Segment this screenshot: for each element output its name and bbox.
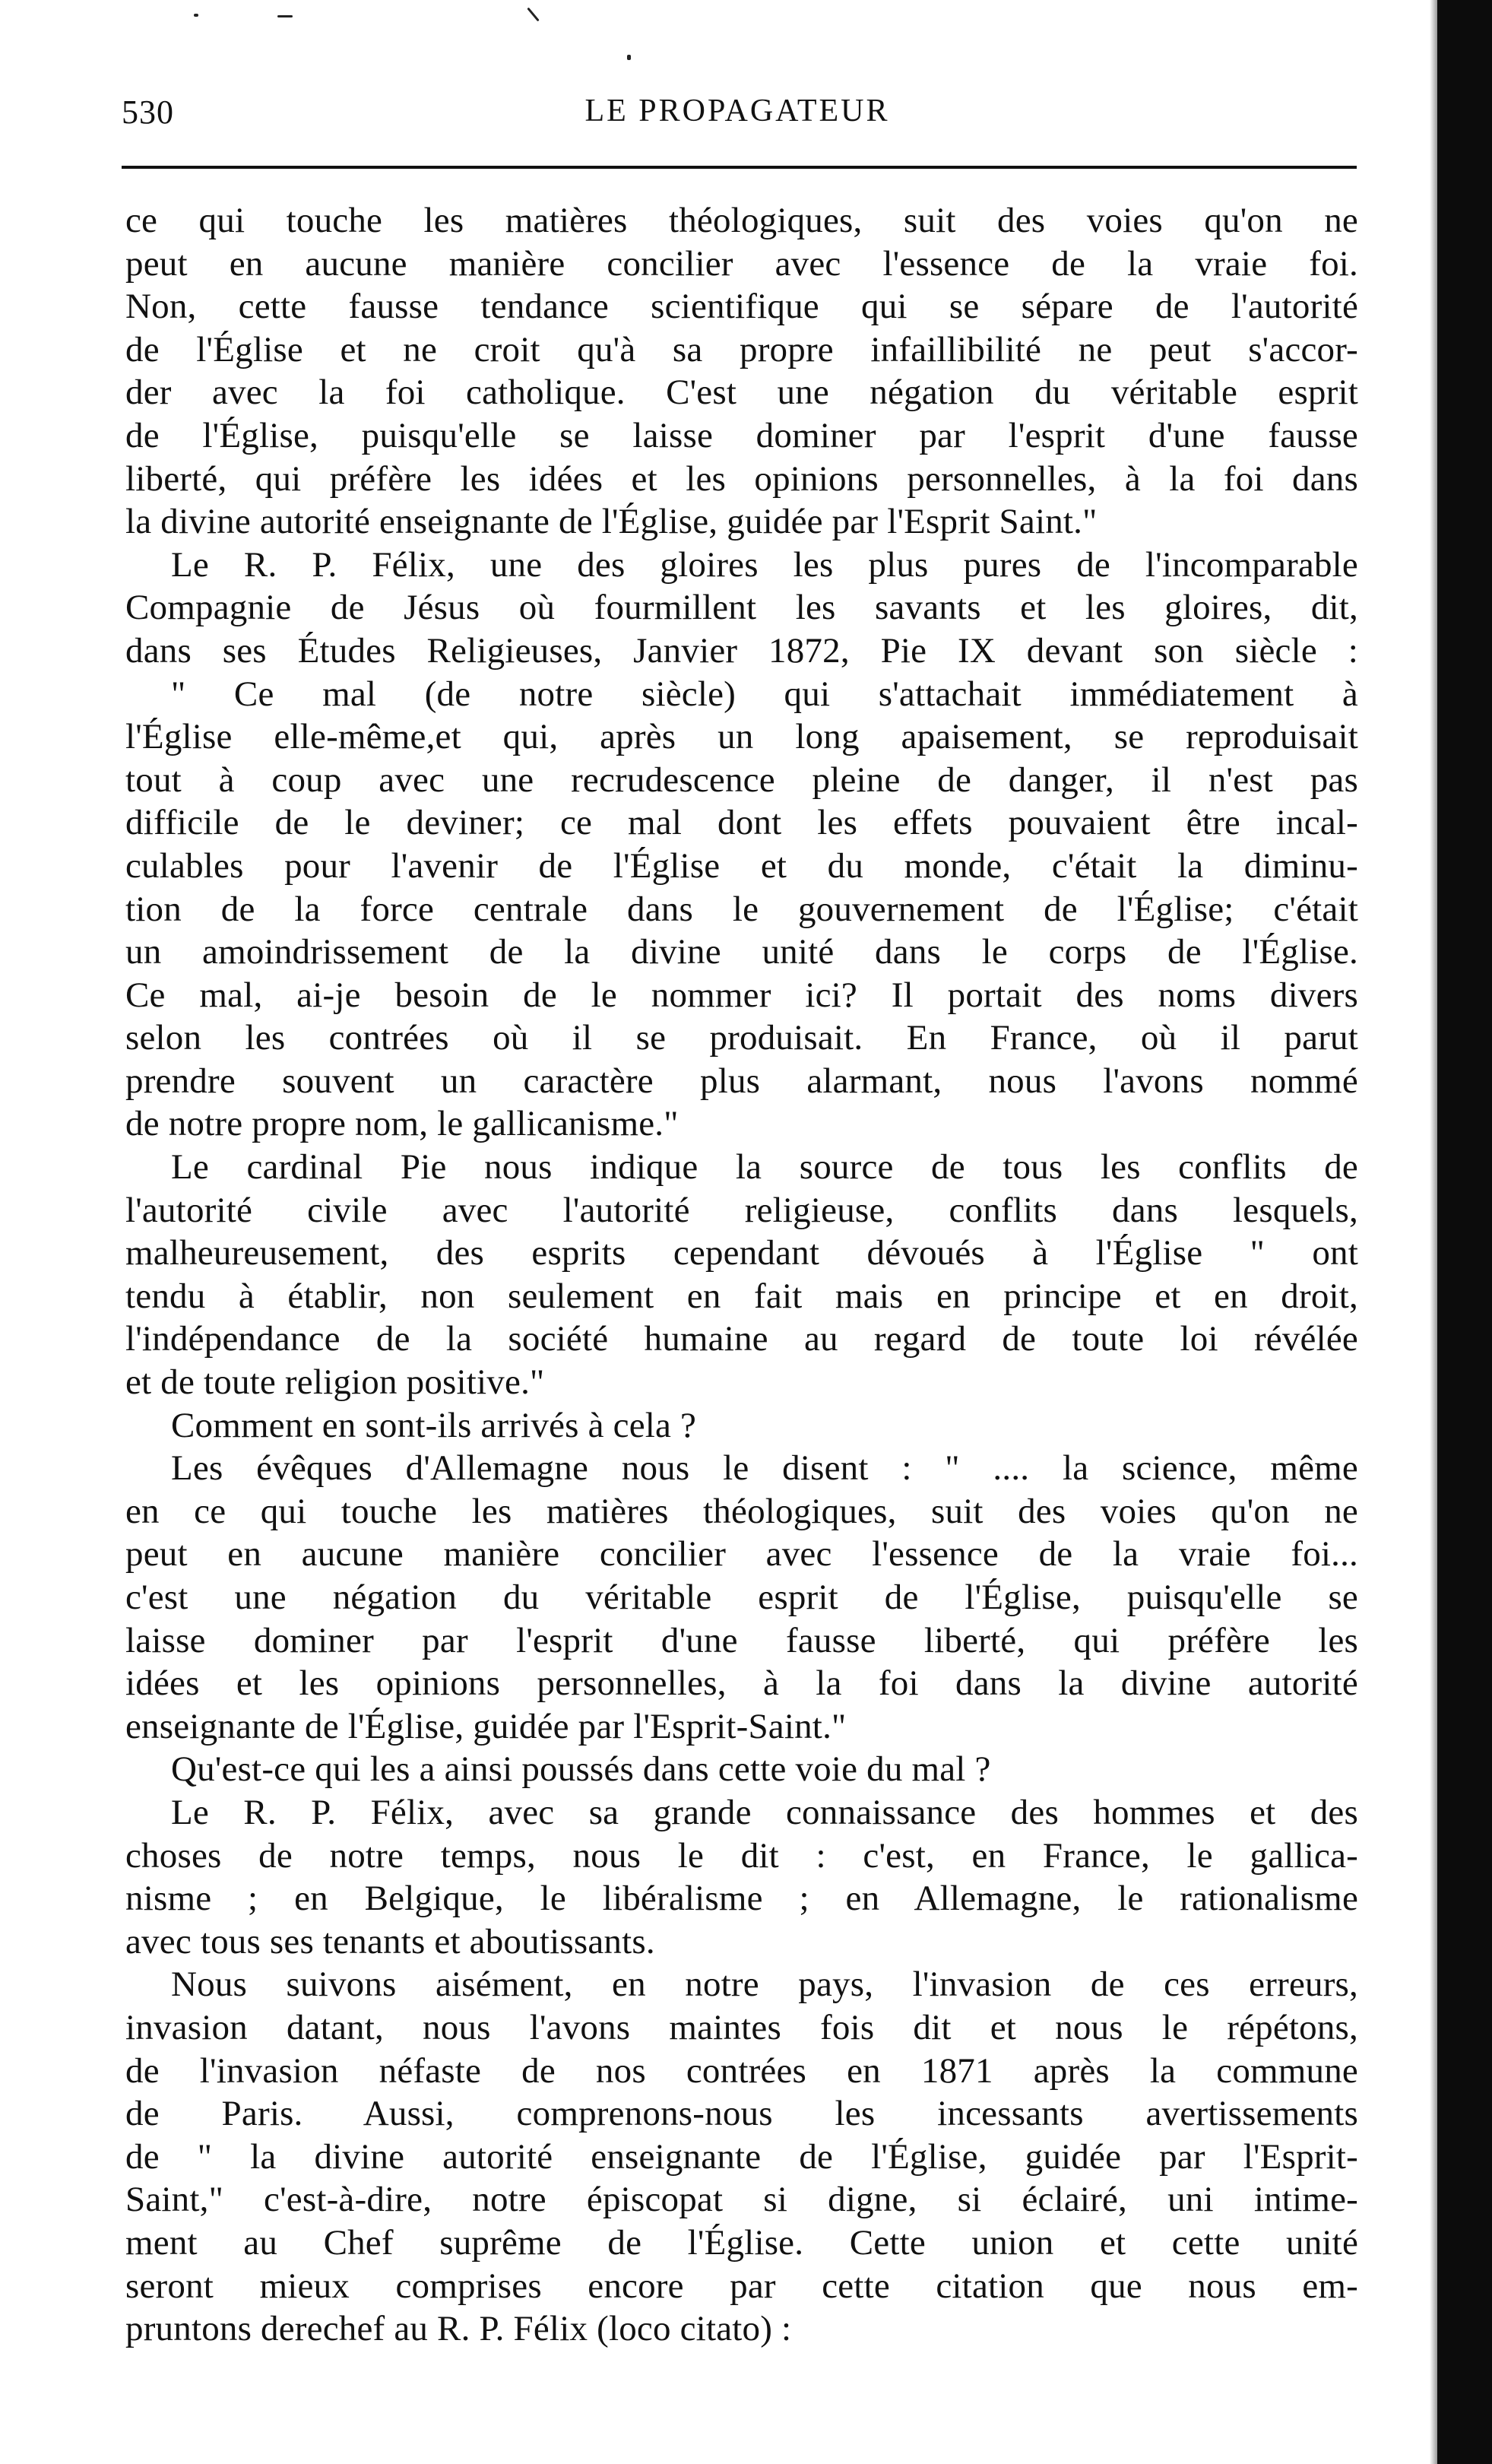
text-line: avec tous ses tenants et aboutissants. — [125, 1921, 655, 1961]
text-line: liberté, qui préfère les idées et les opinions personnelles, à la foi dans — [125, 458, 1358, 499]
text-line: de " la divine autorité enseignante de l'Église, guidée par l'Esprit- — [125, 2136, 1358, 2177]
text-line: der avec la foi catholique. C'est une négation du véritable esprit — [125, 373, 1358, 413]
header-rule — [122, 166, 1357, 169]
body-text — [125, 199, 1358, 2351]
text-line: Le R. P. Félix, une des gloires les plus pures de l'incomparable — [171, 544, 1358, 585]
text-line: l'autorité civile avec l'autorité religieuse, conflits dans lesquels, — [125, 1190, 1358, 1230]
text-line: seront mieux comprises encore par cette citation que nous em- — [125, 2266, 1358, 2306]
running-title: LE PROPAGATEUR — [584, 94, 890, 128]
text-line: de l'Église, puisqu'elle se laisse dominer par l'esprit d'une fausse — [125, 415, 1358, 455]
text-line: idées et les opinions personnelles, à la foi dans la divine autorité — [125, 1663, 1358, 1704]
text-line: ment au Chef suprême de l'Église. Cette union et cette unité — [125, 2222, 1358, 2263]
text-line: Nous suivons aisément, en notre pays, l'invasion de ces erreurs, — [171, 1965, 1358, 2005]
text-line: Qu'est-ce qui les a ainsi poussés dans cette voie du mal ? — [171, 1749, 991, 1790]
page-binding-edge — [1437, 0, 1492, 2464]
text-line: Ce mal, ai-je besoin de le nommer ici? Il portait des noms divers — [125, 975, 1358, 1015]
text-line: de l'Église et ne croit qu'à sa propre infaillibilité ne peut s'accor- — [125, 329, 1358, 369]
text-line: laisse dominer par l'esprit d'une fausse liberté, qui préfère les — [125, 1620, 1358, 1660]
text-line: ce qui touche les matières théologiques, suit des voies qu'on ne — [125, 201, 1358, 240]
text-line: de Paris. Aussi, comprenons-nous les incessants avertissements — [125, 2094, 1358, 2134]
text-line: Saint," c'est-à-dire, notre épiscopat si digne, si éclairé, uni intime- — [125, 2180, 1358, 2220]
text-line: Le cardinal Pie nous indique la source de tous les conflits de — [171, 1147, 1358, 1188]
text-line: invasion datant, nous l'avons maintes fois dit et nous le répétons, — [125, 2007, 1358, 2047]
text-line: Non, cette fausse tendance scientifique qui se sépare de l'autorité — [125, 287, 1358, 327]
ink-speck — [194, 14, 198, 17]
text-line: Compagnie de Jésus où fourmillent les savants et les gloires, dit, — [125, 588, 1358, 628]
text-line: l'indépendance de la société humaine au regard de toute loi révélée — [125, 1319, 1358, 1359]
text-line: tout à coup avec une recrudescence pleine de danger, il n'est pas — [125, 759, 1358, 800]
ink-speck — [277, 15, 293, 17]
text-line: malheureusement, des esprits cependant dévoués à l'Église " ont — [125, 1233, 1358, 1273]
text-line: tion de la force centrale dans le gouvernement de l'Église; c'était — [125, 889, 1358, 929]
text-line: un amoindrissement de la divine unité dans le corps de l'Église. — [125, 932, 1358, 972]
text-line: l'Église elle-même,et qui, après un long apaisement, se reproduisait — [125, 717, 1358, 757]
ink-speck — [527, 8, 539, 22]
text-line: choses de notre temps, nous le dit : c'est, en France, le gallica- — [125, 1835, 1358, 1876]
text-line: peut en aucune manière concilier avec l'essence de la vraie foi. — [125, 243, 1358, 284]
ink-speck — [627, 55, 631, 60]
text-line: tendu à établir, non seulement en fait mais en principe et en droit, — [125, 1276, 1358, 1316]
text-line: selon les contrées où il se produisait. En France, où il parut — [125, 1018, 1358, 1058]
text-line: prendre souvent un caractère plus alarmant, nous l'avons nommé — [125, 1061, 1358, 1101]
page-header — [122, 93, 1353, 154]
text-line: pruntons derechef au R. P. Félix (loco citato) : — [125, 2309, 792, 2349]
text-line: Comment en sont-ils arrivés à cela ? — [171, 1405, 697, 1445]
text-line: nisme ; en Belgique, le libéralisme ; en Allemagne, le rationalisme — [125, 1879, 1358, 1919]
text-line: de notre propre nom, le gallicanisme." — [125, 1104, 679, 1144]
text-line: en ce qui touche les matières théologiques, suit des voies qu'on ne — [125, 1491, 1358, 1531]
text-line: " Ce mal (de notre siècle) qui s'attachait immédiatement à — [171, 674, 1358, 714]
text-line: Les évêques d'Allemagne nous le disent : " .... la science, même — [171, 1448, 1358, 1489]
text-line: peut en aucune manière concilier avec l'essence de la vraie foi... — [125, 1534, 1358, 1574]
page-number: 530 — [122, 94, 174, 131]
text-line: c'est une négation du véritable esprit de l'Église, puisqu'elle se — [125, 1578, 1358, 1617]
text-line: enseignante de l'Église, guidée par l'Esprit-Saint." — [125, 1706, 847, 1746]
text-line: culables pour l'avenir de l'Église et du monde, c'était la diminu- — [125, 845, 1358, 886]
text-line: dans ses Études Religieuses, Janvier 1872, Pie IX devant son siècle : — [125, 630, 1358, 671]
text-line: et de toute religion positive." — [125, 1362, 545, 1403]
page-edge-shadow — [1430, 0, 1437, 2464]
text-line: de l'invasion néfaste de nos contrées en 1871 après la commune — [125, 2050, 1358, 2091]
text-line: la divine autorité enseignante de l'Église, guidée par l'Esprit Saint." — [125, 502, 1098, 542]
text-line: Le R. P. Félix, avec sa grande connaissance des hommes et des — [171, 1792, 1358, 1832]
text-line: difficile de le deviner; ce mal dont les effets pouvaient être incal- — [125, 803, 1358, 843]
